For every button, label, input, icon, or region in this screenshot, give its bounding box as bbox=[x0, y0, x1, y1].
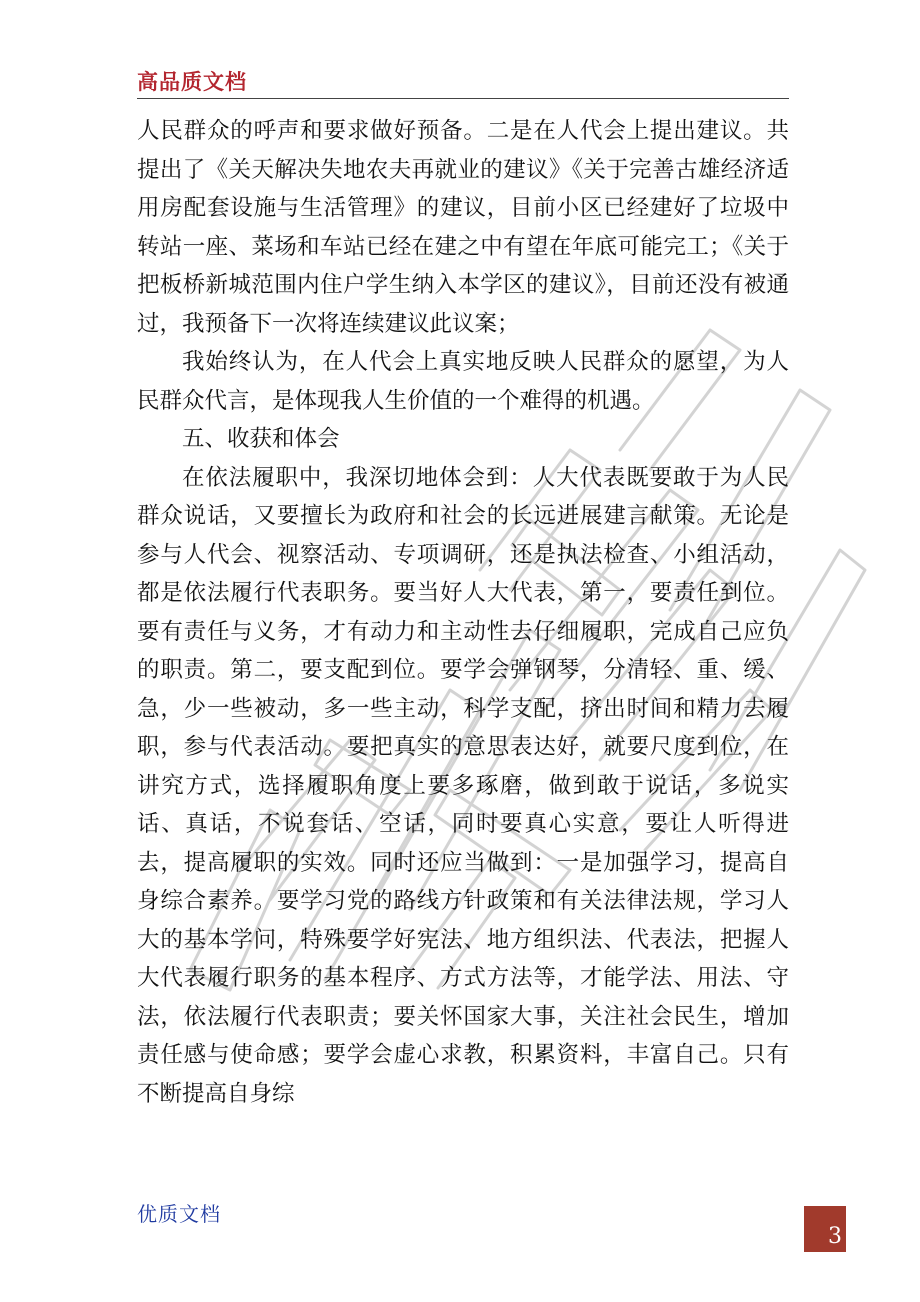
document-body bbox=[137, 112, 789, 1113]
paragraph-reflection: 在依法履职中，我深切地体会到：人大代表既要敢于为人民群众说话，又要擅长为政府和社会的长远进展建言献策。无论是参与人代会、视察活动、专项调研，还是执法检查、小组活动，都是依法履行代表职务。要当好人大代表，第一，要责任到位。要有责任与义务，才有动力和主动性去仔细履职，完成自己应负的职责。第二，要支配到位。要学会弹钢琴，分清轻、重、缓、急，少一些被动，多一些主动，科学支配，挤出时间和精力去履职，参与代表活动。要把真实的意思表达好，就要尺度到位，在讲究方式，选择履职角度上要多琢磨，做到敢于说话，多说实话、真话，不说套话、空话，同时要真心实意，要让人听得进去，提高履职的实效。同时还应当做到：一是加强学习，提高自身综合素养。要学习党的路线方针政策和有关法律法规，学习人大的基本学问，特殊要学好宪法、地方组织法、代表法，把握人大代表履行职务的基本程序、方式方法等，才能学法、用法、守法，依法履行代表职责；要关怀国家大事，关注社会民生，增加责任感与使命感；要学会虚心求教，积累资料，丰富自己。只有不断提高自身综 bbox=[137, 464, 789, 1107]
section-heading: 五、收获和体会 bbox=[182, 426, 340, 452]
page-number-badge bbox=[804, 1206, 846, 1252]
page-number: 3 bbox=[828, 1224, 842, 1249]
footer-title: 优质文档 bbox=[137, 1202, 221, 1226]
paragraph-opinion: 我始终认为，在人代会上真实地反映人民群众的愿望，为人民群众代言，是体现我人生价值的一个难得的机遇。 bbox=[137, 349, 789, 414]
paragraph-continuation: 人民群众的呼声和要求做好预备。二是在人代会上提出建议。共提出了《关天解决失地农夫再就业的建议》《关于完善古雄经济适用房配套设施与生活管理》的建议，目前小区已经建好了垃圾中转站一座、菜场和车站已经在建之中有望在年底可能完工；《关于把板桥新城范围内住户学生纳入本学区的建议》，目前还没有被通过，我预备下一次将连续建议此议案； bbox=[137, 118, 789, 337]
header-title: 高品质文档 bbox=[137, 70, 247, 94]
header-divider bbox=[137, 98, 789, 99]
